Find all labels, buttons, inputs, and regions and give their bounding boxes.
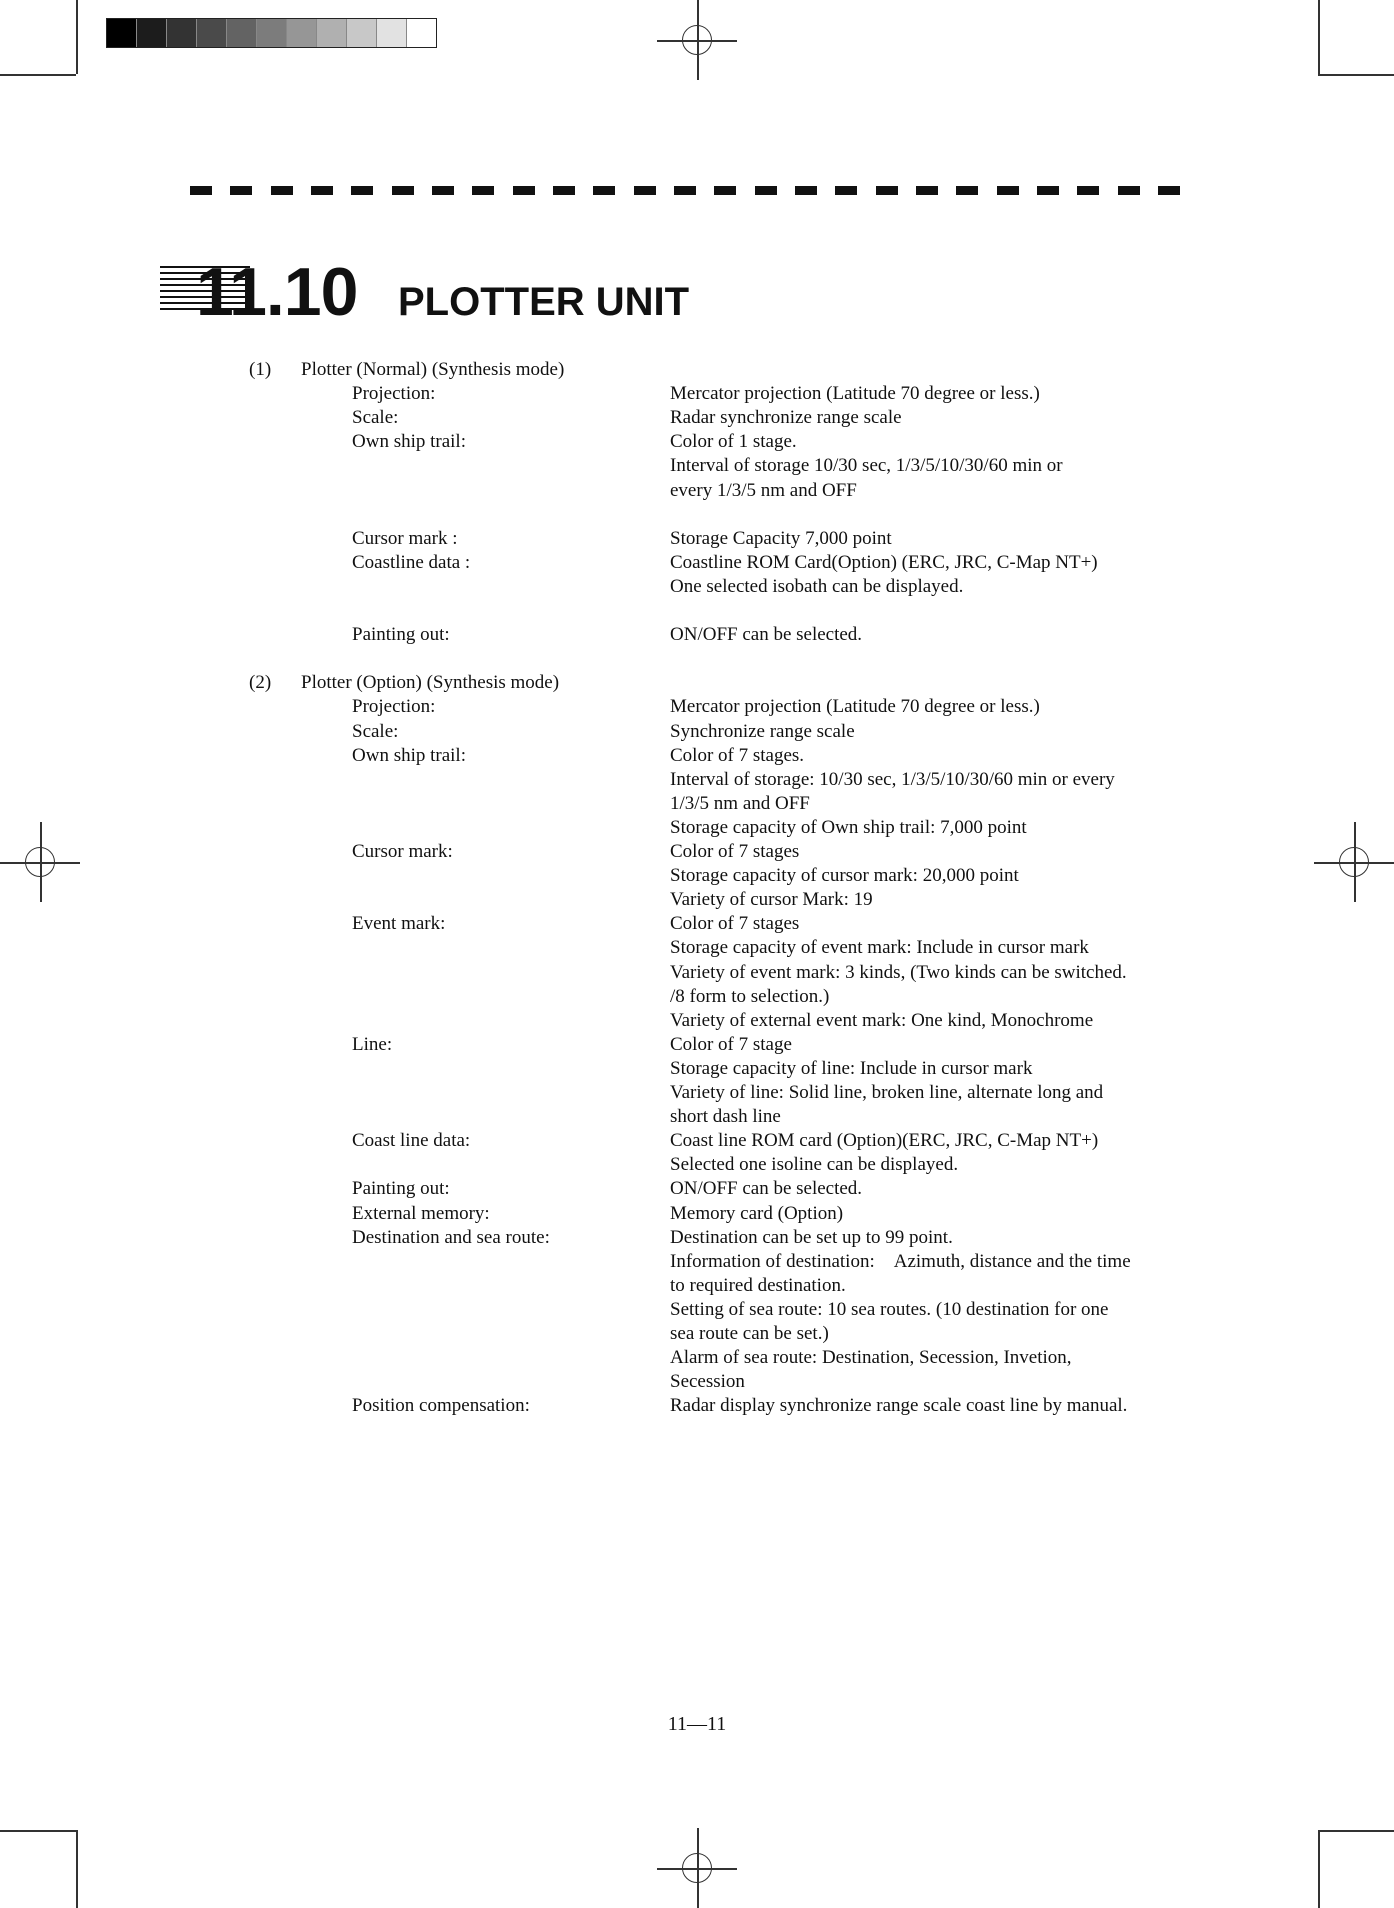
spec-value: Variety of external event mark: One kind, Monochrome: [670, 1009, 1094, 1031]
spec-value: Interval of storage: 10/30 sec, 1/3/5/10/30/60 min or every: [670, 768, 1115, 790]
spec-value: Storage capacity of event mark: Include in cursor mark: [670, 937, 1089, 959]
spec-value: 1/3/5 nm and OFF: [670, 792, 810, 814]
calibration-swatch: [317, 19, 347, 47]
spec-value: Color of 7 stage: [670, 1033, 792, 1055]
spec-label: Projection:: [352, 383, 436, 405]
spec-value: short dash line: [670, 1106, 781, 1128]
calibration-swatch: [377, 19, 407, 47]
calibration-swatch: [137, 19, 167, 47]
spec-label: Event mark:: [352, 913, 446, 935]
spec-value: Radar display synchronize range scale coast line by manual.: [670, 1395, 1128, 1417]
calibration-swatch: [107, 19, 137, 47]
spec-value: /8 form to selection.): [670, 985, 830, 1007]
spec-value: Information of destination: Azimuth, distance and the time: [670, 1250, 1131, 1272]
spec-label: Own ship trail:: [352, 431, 466, 453]
spec-value: Radar synchronize range scale: [670, 407, 902, 429]
calibration-swatch: [227, 19, 257, 47]
spec-value: Memory card (Option): [670, 1202, 844, 1224]
spec-label: Destination and sea route:: [352, 1226, 550, 1248]
registration-mark: [657, 0, 737, 80]
spec-label: Coastline data :: [352, 551, 471, 573]
calibration-swatch: [167, 19, 197, 47]
crop-mark: [76, 1830, 78, 1908]
crop-mark: [0, 1830, 76, 1832]
spec-label: Scale:: [352, 720, 399, 742]
spec-value: Storage capacity of Own ship trail: 7,000 point: [670, 816, 1027, 838]
spec-label: Line:: [352, 1033, 393, 1055]
crop-mark: [1318, 1830, 1394, 1832]
crop-mark: [76, 0, 78, 74]
spec-value: sea route can be set.): [670, 1323, 829, 1344]
spec-label: Painting out:: [352, 624, 450, 646]
registration-mark: [1314, 822, 1394, 902]
section-item-number: (2): [249, 672, 272, 694]
spec-value: Color of 7 stages: [670, 841, 800, 862]
section-item-title: Plotter (Option) (Synthesis mode): [301, 672, 560, 694]
spec-value: ON/OFF can be selected.: [670, 1178, 863, 1200]
calibration-swatch: [257, 19, 287, 47]
calibration-swatch: [197, 19, 227, 47]
spec-value: Destination can be set up to 99 point.: [670, 1226, 953, 1248]
spec-value: Color of 1 stage.: [670, 431, 797, 453]
crop-mark: [1318, 0, 1320, 74]
spec-value: Storage Capacity 7,000 point: [670, 527, 892, 549]
spec-value: Color of 7 stages.: [670, 744, 805, 766]
spec-value: Storage capacity of cursor mark: 20,000 point: [670, 865, 1019, 887]
calibration-swatch: [407, 19, 436, 47]
section-item-title: Plotter (Normal) (Synthesis mode): [301, 359, 565, 380]
section-item-number: (1): [249, 359, 272, 380]
spec-value: Coast line ROM card (Option)(ERC, JRC, C-Map NT+): [670, 1130, 1099, 1152]
crop-mark: [0, 74, 76, 76]
section-number: 11.10: [196, 254, 358, 330]
spec-label: External memory:: [352, 1202, 490, 1224]
registration-mark: [0, 822, 80, 902]
spec-value: Mercator projection (Latitude 70 degree or less.): [670, 696, 1040, 718]
spec-value: Coastline ROM Card(Option) (ERC, JRC, C-Map NT+): [670, 551, 1098, 573]
spec-value: every 1/3/5 nm and OFF: [670, 479, 857, 501]
spec-value: Mercator projection (Latitude 70 degree or less.): [670, 383, 1040, 405]
spec-value: ON/OFF can be selected.: [670, 624, 863, 646]
crop-mark: [1318, 74, 1394, 76]
spec-value: Storage capacity of line: Include in cursor mark: [670, 1057, 1033, 1079]
spec-label: Position compensation:: [352, 1395, 530, 1417]
spec-value: Variety of event mark: 3 kinds, (Two kinds can be switched.: [670, 961, 1127, 983]
calibration-swatch: [287, 19, 317, 47]
spec-label: Coast line data:: [352, 1130, 471, 1152]
spec-label: Cursor mark:: [352, 841, 453, 862]
spec-label: Cursor mark :: [352, 527, 458, 549]
spec-value: Selected one isoline can be displayed.: [670, 1154, 959, 1176]
dashed-rule: [190, 186, 1180, 195]
spec-value: Synchronize range scale: [670, 720, 855, 742]
spec-label: Own ship trail:: [352, 744, 466, 766]
spec-value: Color of 7 stages: [670, 913, 800, 935]
spec-label: Projection:: [352, 696, 436, 718]
spec-value: to required destination.: [670, 1274, 846, 1296]
calibration-swatch: [347, 19, 377, 47]
spec-value: One selected isobath can be displayed.: [670, 575, 964, 597]
crop-mark: [1318, 1830, 1320, 1908]
spec-label: Painting out:: [352, 1178, 450, 1200]
spec-value: Setting of sea route: 10 sea routes. (10 destination for one: [670, 1298, 1109, 1320]
spec-value: Secession: [670, 1371, 745, 1393]
spec-value: Alarm of sea route: Destination, Secession, Invetion,: [670, 1347, 1072, 1369]
spec-value: Interval of storage 10/30 sec, 1/3/5/10/30/60 min or: [670, 455, 1063, 477]
calibration-strip: [106, 18, 437, 48]
registration-mark: [657, 1828, 737, 1908]
page-number: 11—11: [667, 1713, 727, 1735]
section-title: PLOTTER UNIT: [398, 280, 690, 324]
spec-value: Variety of line: Solid line, broken line, alternate long and: [670, 1082, 1104, 1103]
spec-label: Scale:: [352, 407, 399, 429]
spec-value: Variety of cursor Mark: 19: [670, 889, 873, 911]
